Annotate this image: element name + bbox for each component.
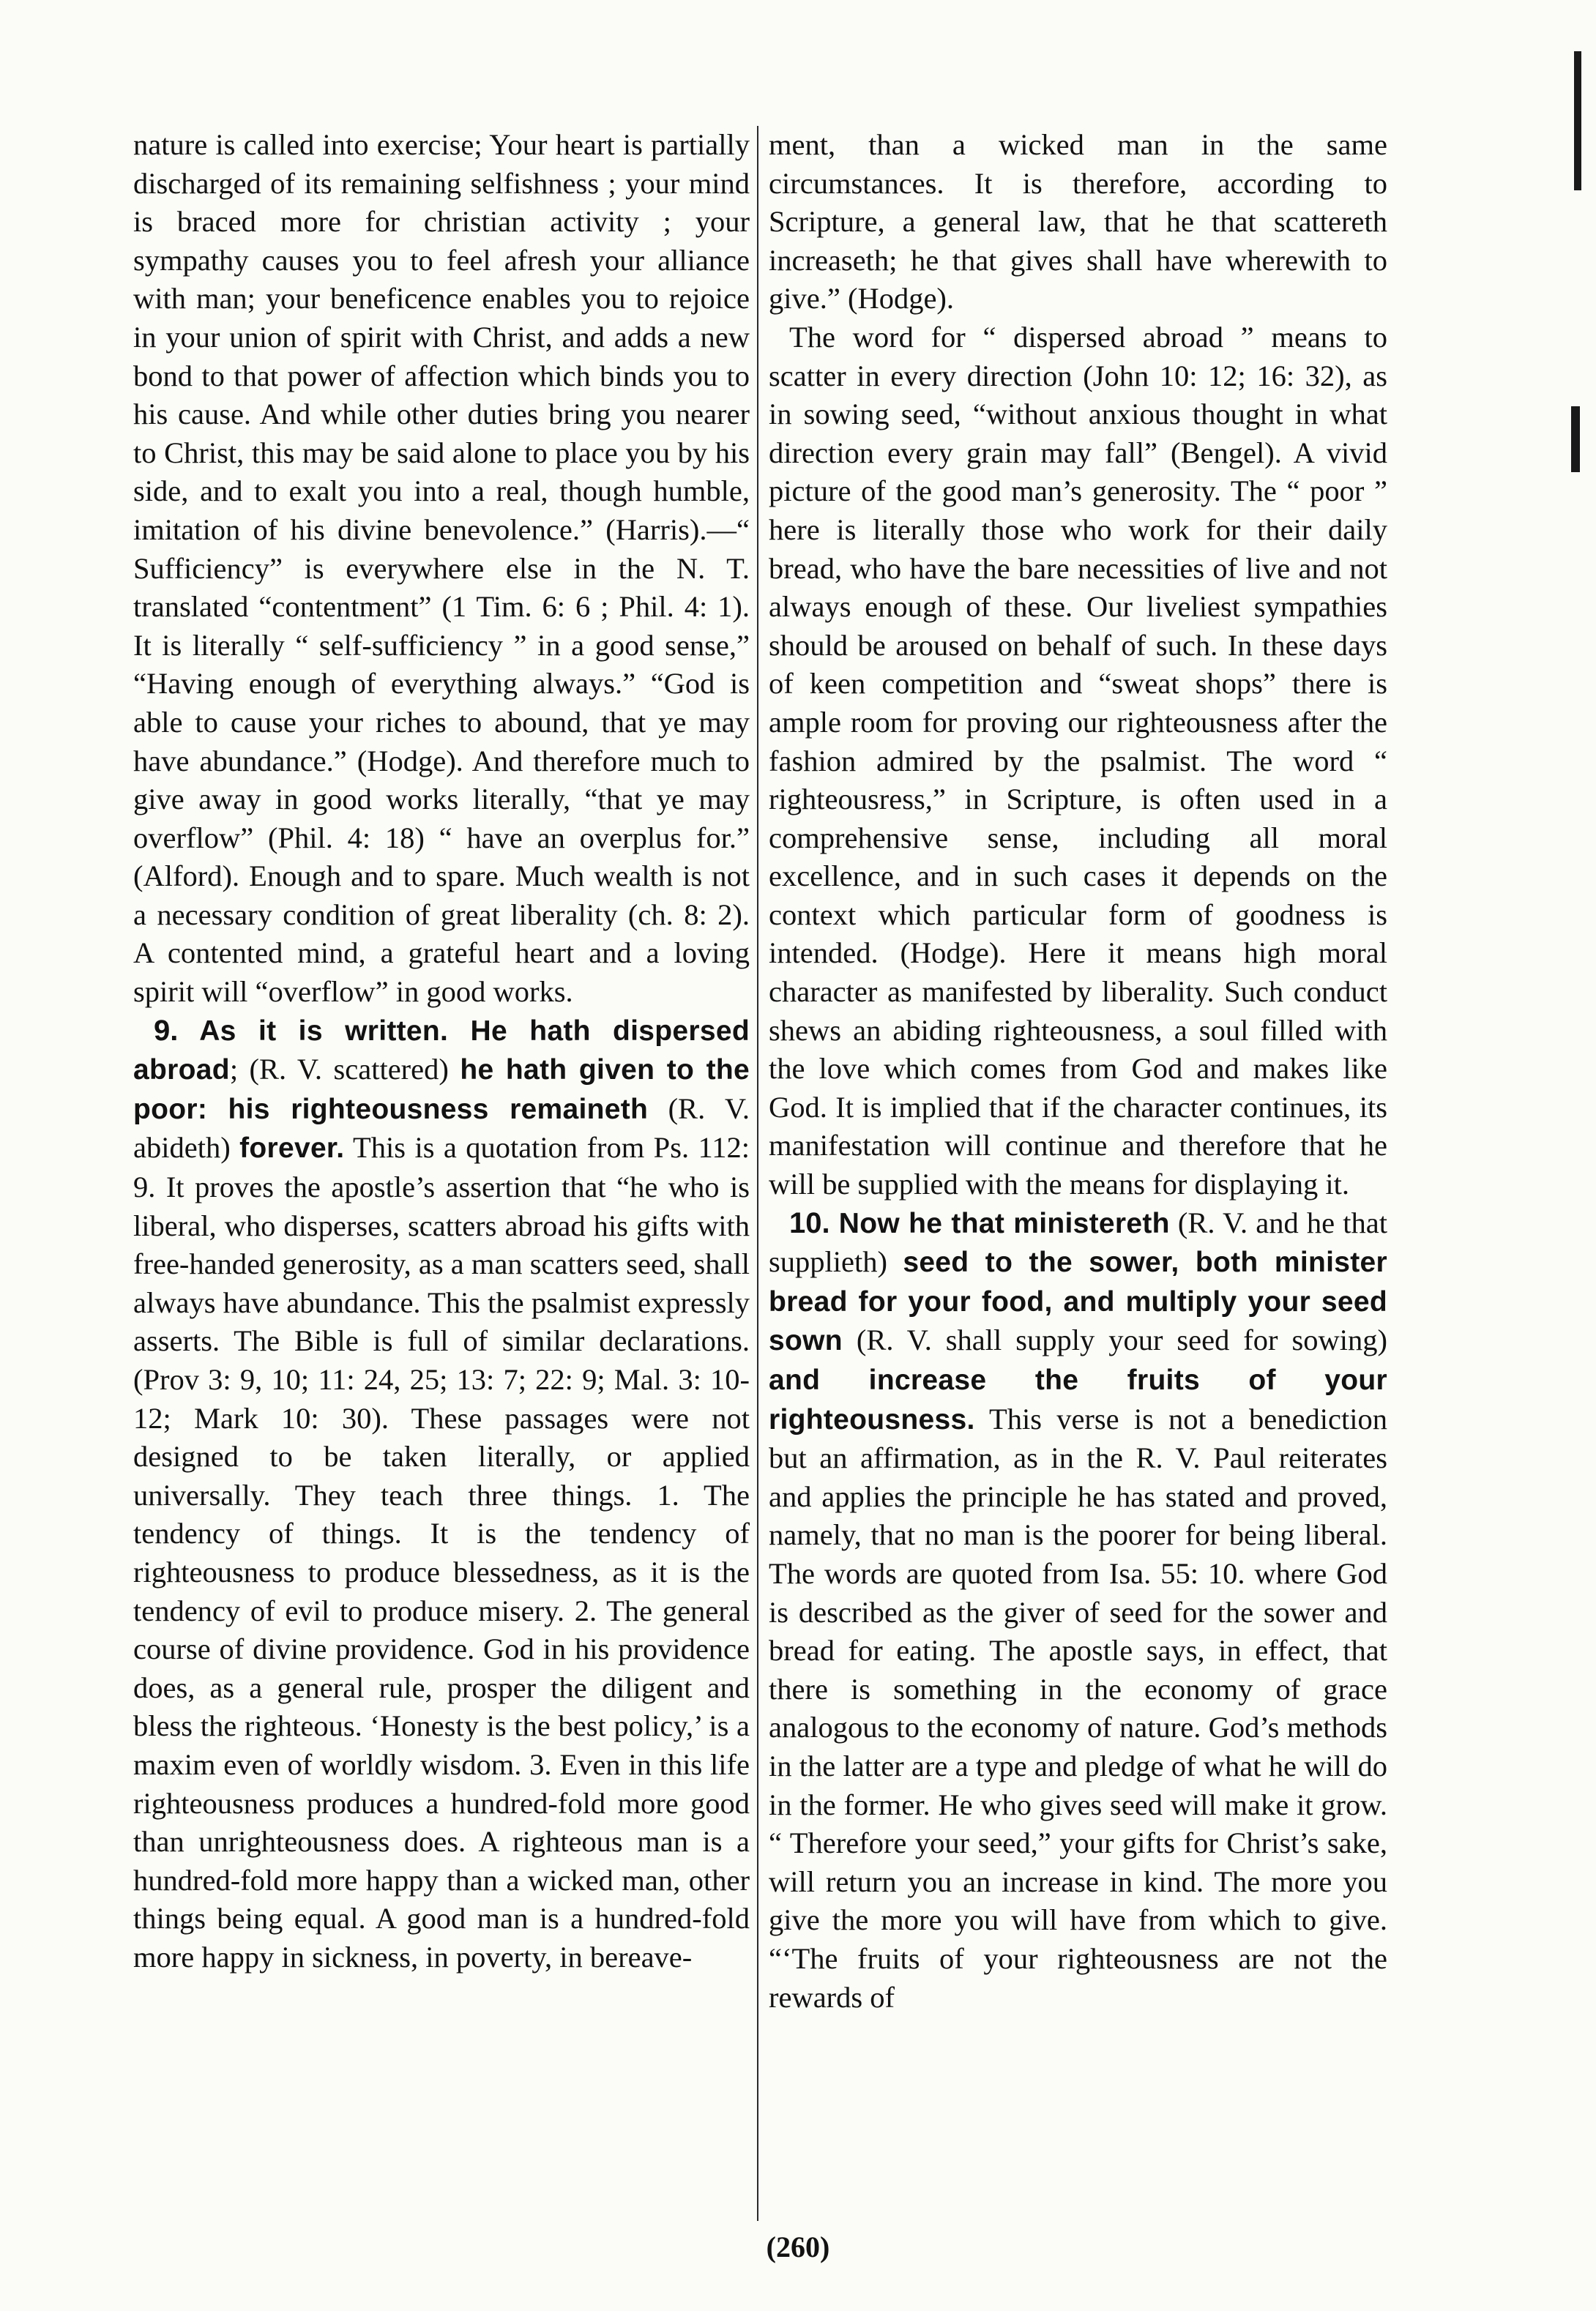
- scripture-quote: As it is written. He hath dispersed abroad: [133, 1015, 750, 1086]
- scripture-quote: he hath given to the poor: his righteousness remaineth: [133, 1054, 750, 1125]
- verse-paragraph: [133, 1012, 750, 1977]
- commentary-text: (R. V. abideth): [133, 1091, 750, 1165]
- verse-number: 10.: [789, 1206, 830, 1239]
- commentary-text: (R. V. and he that supplieth): [769, 1206, 1387, 1279]
- paragraph: ment, than a wicked man in the same circumstances. It is therefore, according to Scripture, a general law, that he that scattereth increaseth; he that gives shall have wherewith to give.” (Hodge).: [769, 128, 1387, 316]
- binding-edge-mark: [1574, 51, 1581, 190]
- column-divider: [757, 126, 758, 2221]
- verse-paragraph: [769, 1204, 1387, 2017]
- scripture-quote: and increase the fruits of your righteousness.: [769, 1364, 1387, 1435]
- scripture-quote: Now he that ministereth: [829, 1207, 1170, 1239]
- commentary-text: This verse is not a benediction but an affirmation, as in the R. V. Paul reiterates and applies the principle he has stated and proved, namely, that no man is the poorer for being liberal. The words are quoted from Isa. 55: 10. where God is described as the giver of seed for the sower and bread for eating. The apostle says, in effect, that there is something in the economy of grace analogous to the economy of nature. God’s methods in the latter are a type and pledge of what he will do in the former. He who gives seed will make it grow. “ Therefore your seed,” your gifts for Christ’s sake, will return you an increase in kind. The more you give the more you will have from which to give. “‘The fruits of your righteousness are not the rewards of: [769, 1402, 1387, 2014]
- paragraph: The word for “ dispersed abroad ” means to scatter in every direction (John 10: 12; 16: 32), as in sowing seed, “without anxious thought in what direction every grain may fall” (Bengel). A vivid picture of the good man’s generosity. The “ poor ” here is literally those who work for their daily bread, who have the bare necessities of live and not always enough of these. Our liveliest sympathies should be aroused on behalf of such. In these days of keen competition and “sweat shops” there is ample room for proving our righteousness after the fashion admired by the psalmist. The word “ righteousress,” in Scripture, is often used in a comprehensive sense, including all moral excellence, and in such cases it depends on the context which particular form of goodness is intended. (Hodge). Here it means high moral character as manifested by liberality. Such conduct shews an abiding righteousness, a soul filled with the love which comes from God and makes like God. It is implied that if the character continues, its manifestation will continue and therefore that he will be supplied with the means for displaying it.: [769, 320, 1387, 1201]
- left-column: [133, 126, 750, 1977]
- paragraph: nature is called into exercise; Your heart is partially discharged of its remaining selfishness ; your mind is braced more for christian activity ; your sympathy causes you to feel afresh your alliance with man; your beneficence enables you to rejoice in your union of spirit with Christ, and adds a new bond to that power of affection which binds you to his cause. And while other duties bring you nearer to Christ, this may be said alone to place you by his side, and to exalt you into a real, though humble, imitation of his divine benevolence.” (Harris).—“ Sufficiency” is everywhere else in the N. T. translated “contentment” (1 Tim. 6: 6 ; Phil. 4: 1). It is literally “ self-sufficiency ” in a good sense,” “Having enough of everything always.” “God is able to cause your riches to abound, that ye may have abundance.” (Hodge). And therefore much to give away in good works literally, “that ye may overflow” (Phil. 4: 18) “ have an overplus for.” (Alford). Enough and to spare. Much wealth is not a necessary condition of great liberality (ch. 8: 2). A contented mind, a grateful heart and a loving spirit will “overflow” in good works.: [133, 128, 750, 1009]
- scripture-quote: forever.: [239, 1132, 345, 1165]
- scripture-quote: seed to the sower, both minister bread for your food, and multiply your seed sown: [769, 1247, 1387, 1357]
- verse-number: 9.: [154, 1014, 179, 1047]
- right-column: [769, 126, 1387, 2017]
- binding-edge-mark: [1571, 406, 1580, 472]
- page-number: (260): [766, 2230, 830, 2263]
- commentary-text: (R. V. shall supply your seed for sowing): [842, 1323, 1387, 1357]
- commentary-text: This is a quotation from Ps. 112: 9. It proves the apostle’s assertion that “he who is liberal, who disperses, scatters abroad his gifts with free-handed generosity, as a man scatters seed, shall always have abundance. This the psalmist expressly asserts. The Bible is full of similar declarations. (Prov 3: 9, 10; 11: 24, 25; 13: 7; 22: 9; Mal. 3: 10-12; Mark 10: 30). These passages were not designed to be taken literally, or applied universally. They teach three things. 1. The tendency of things. It is the tendency of righteousness to produce blessedness, as it is the tendency of evil to produce misery. 2. The general course of divine providence. God in his providence does, as a general rule, prosper the diligent and bless the righteous. ‘Honesty is the best policy,’ is a maxim even of worldly wisdom. 3. Even in this life righteousness produces a hundred-fold more good than unrighteousness does. A righteous man is a hundred-fold more happy than a wicked man, other things being equal. A good man is a hundred-fold more happy in sickness, in poverty, in bereave-: [133, 1131, 750, 1974]
- commentary-text: ; (R. V. scattered): [229, 1053, 460, 1086]
